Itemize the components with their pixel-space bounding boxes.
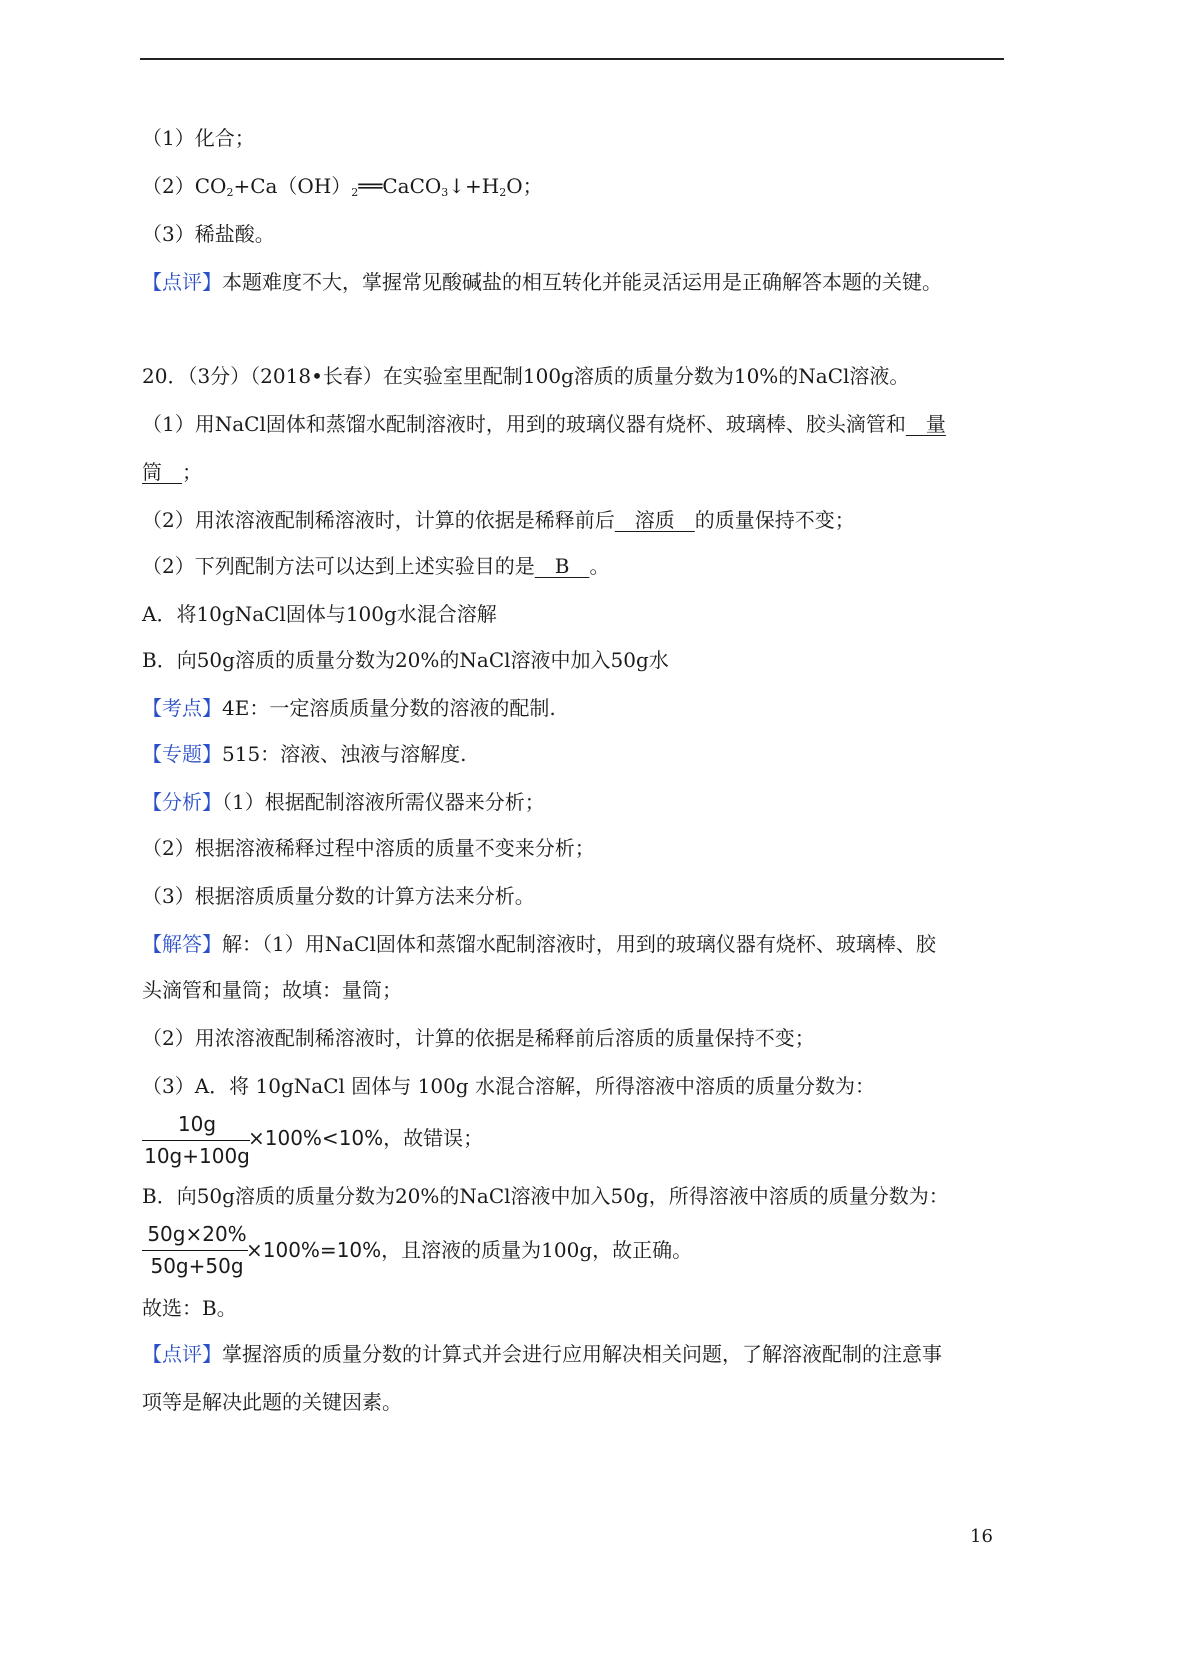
answer-blank: 溶质 (614, 508, 695, 532)
fenxi-tag: 【分析】 (142, 790, 222, 814)
fraction-b-denominator: 50g+50g (150, 1254, 244, 1278)
fraction-a-tail: ×100%<10%，故错误； (248, 1126, 484, 1150)
fenxi-line: 【分析】（1）根据配制溶液所需仪器来分析； (142, 790, 545, 814)
zhuanti-line: 【专题】515：溶液、浊液与溶解度. (142, 742, 467, 766)
kaodian-tag: 【考点】 (142, 696, 222, 720)
dianping-line: 【点评】掌握溶质的质量分数的计算式并会进行应用解决相关问题，了解溶液配制的注意事 (142, 1342, 942, 1366)
zhuanti-tag: 【专题】 (142, 742, 222, 766)
answer-blank: 筒 (142, 460, 182, 484)
page-number: 16 (970, 1526, 993, 1547)
jieda-line-2: 头滴管和量筒；故填：量筒； (142, 978, 402, 1002)
prev-answer-1: （1）化合； (142, 126, 255, 150)
jieda-line: 【解答】解：（1）用NaCl固体和蒸馏水配制溶液时，用到的玻璃仪器有烧杯、玻璃棒、胶 (142, 932, 936, 956)
answer-blank: 量 (905, 412, 946, 436)
fraction-a-numerator: 10g (177, 1112, 217, 1136)
answer-choice: 故选：B。 (142, 1296, 237, 1320)
jieda-line-5: B．向50g溶质的质量分数为20%的NaCl溶液中加入50g，所得溶液中溶质的质量分数为： (142, 1184, 949, 1208)
fraction-b-tail: ×100%=10%，且溶液的质量为100g，故正确。 (246, 1238, 693, 1262)
fraction-b-numerator: 50g×20% (147, 1222, 247, 1246)
jieda-tag: 【解答】 (142, 932, 222, 956)
fraction-a-denominator: 10g+100g (144, 1144, 250, 1168)
option-b: B．向50g溶质的质量分数为20%的NaCl溶液中加入50g水 (142, 648, 669, 672)
question-20-part-1: （1）用NaCl固体和蒸馏水配制溶液时，用到的玻璃仪器有烧杯、玻璃棒、胶头滴管和 量 (142, 412, 946, 436)
option-a: A．将10gNaCl固体与100g水混合溶解 (142, 602, 497, 626)
jieda-line-3: （2）用浓溶液配制稀溶液时，计算的依据是稀释前后溶质的质量保持不变； (142, 1026, 815, 1050)
question-20-part-3: （2）下列配制方法可以达到上述实验目的是 B 。 (142, 554, 610, 578)
dianping-line-2: 项等是解决此题的关键因素。 (142, 1390, 402, 1414)
fraction-a (142, 1112, 252, 1170)
prev-answer-3: （3）稀盐酸。 (142, 222, 275, 246)
jieda-line-4: （3）A．将 10gNaCl 固体与 100g 水混合溶解，所得溶液中溶质的质量分数为： (142, 1074, 875, 1098)
fraction-b-bar (142, 1250, 248, 1251)
dianping-tag: 【点评】 (142, 1342, 222, 1366)
header-rule (140, 58, 1004, 60)
prev-answer-2-equation: $(2)CO_2+Ca(OH)_2══CaCO_3↓+H_2O$； (142, 174, 543, 199)
fraction-b (142, 1222, 252, 1280)
question-20-part-2: （2）用浓溶液配制稀溶液时，计算的依据是稀释前后 溶质 的质量保持不变； (142, 508, 855, 532)
fenxi-line-2: （2）根据溶液稀释过程中溶质的质量不变来分析； (142, 836, 595, 860)
kaodian-line: 【考点】4E：一定溶质质量分数的溶液的配制. (142, 696, 556, 720)
question-20-part-1-cont: 筒 ； (142, 460, 202, 484)
fenxi-line-3: （3）根据溶质质量分数的计算方法来分析。 (142, 884, 535, 908)
prev-comment: 【点评】本题难度不大，掌握常见酸碱盐的相互转化并能灵活运用是正确解答本题的关键。 (142, 270, 942, 294)
comment-tag: 【点评】 (142, 270, 222, 294)
answer-blank: B (534, 554, 590, 578)
question-20-heading: 20．（3分）（2018•长春）在实验室里配制100g溶质的质量分数为10%的NaCl溶液。 (142, 364, 910, 388)
fraction-a-bar (142, 1140, 250, 1141)
